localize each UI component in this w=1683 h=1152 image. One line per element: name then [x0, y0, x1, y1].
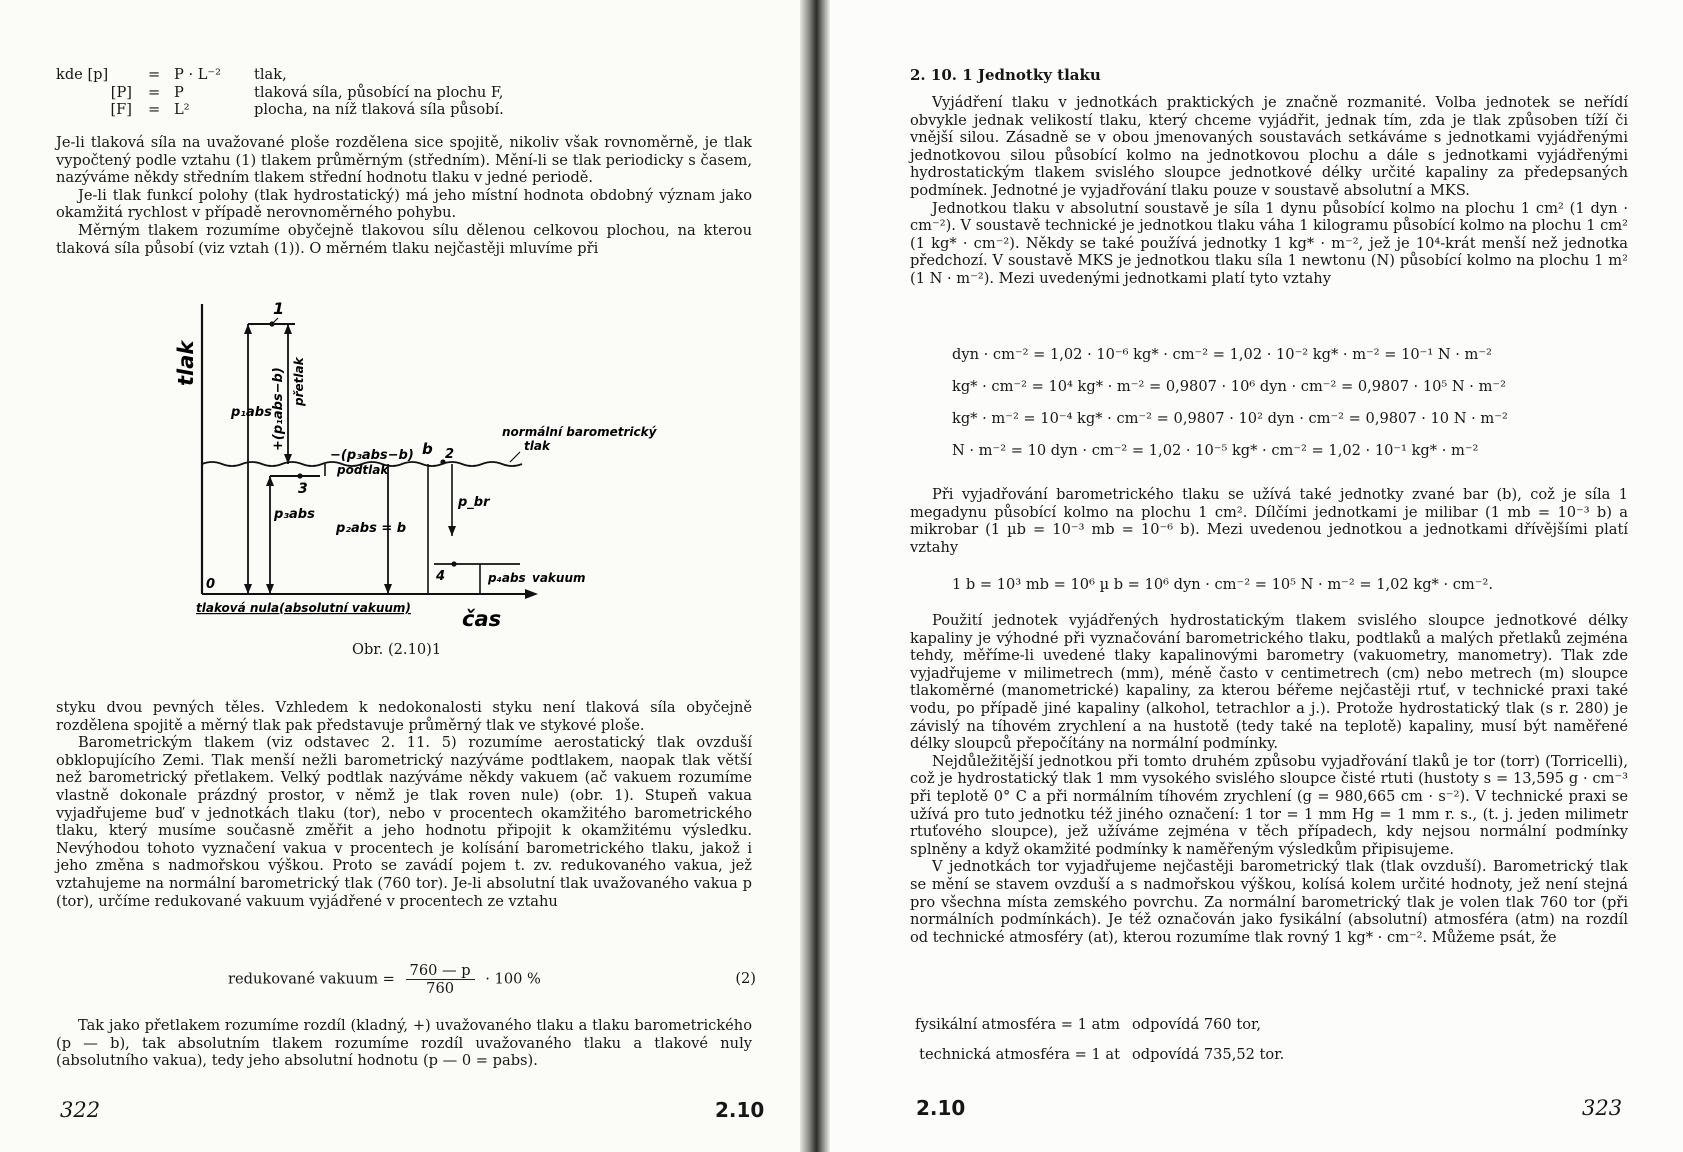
- section-heading: 2. 10. 1 Jednotky tlaku: [910, 66, 1101, 84]
- definition-list: [56, 66, 756, 119]
- atm-row: [890, 1016, 1332, 1033]
- formula-lhs: redukované vakuum =: [228, 970, 395, 988]
- text-block-bar: [910, 486, 1628, 556]
- vacuum-label: vakuum: [532, 571, 586, 585]
- atm-right: odpovídá 735,52 tor.: [1132, 1046, 1285, 1063]
- text-block-last: [56, 1017, 752, 1070]
- conversion-row: kg* · cm⁻² = 10⁴ kg* · m⁻² = 0,9807 · 10⁶ dyn · cm⁻² = 0,9807 · 10⁵ N · m⁻²: [952, 378, 1506, 395]
- label-3: 3: [298, 481, 308, 497]
- left-page: [0, 0, 800, 1152]
- definition-row: [56, 101, 756, 119]
- formula-rhs: · 100 %: [485, 970, 541, 988]
- label-4: 4: [436, 569, 446, 584]
- leader-line: [273, 318, 278, 323]
- paragraph: styku dvou pevných těles. Vzhledem k nedokonalosti styku není tlaková síla obyčejně rozdělena spojitě a měrný tlak pak představuje průměrný tlak ve stykové ploše.: [56, 699, 752, 734]
- definition-rhs: L²: [174, 101, 190, 119]
- x-axis-arrow: [525, 589, 538, 599]
- atm-row: [890, 1046, 1332, 1063]
- p2abs-label: p₂abs = b: [336, 521, 407, 536]
- normal-baro-label: normální barometrický: [502, 425, 657, 439]
- text-block-top: [56, 134, 752, 257]
- arrow: [244, 324, 252, 334]
- pbr-label: p_br: [458, 495, 490, 510]
- formula-denominator: 760: [426, 980, 455, 997]
- arrow: [284, 324, 292, 334]
- formula-numerator: 760 — p: [406, 962, 475, 980]
- arrow: [244, 584, 252, 594]
- paragraph: V jednotkách tor vyjadřujeme nejčastěji barometrický tlak (tlak ovzduší). Barometrický tlak se mění se stavem ovzduší a s nadmořskou výškou, kolísá kolem určité hodnoty, jež není stejná pro všechna místa zemského povrchu. Za normální barometrický tlak je volen tlak 760 tor (při normálních podmínkách). Je též označován jako fysikální (absolutní) atmosféra (atm) na rozdíl od technické atmosféry (at), kterou rozumíme tlak rovný 1 kg* · cm⁻². Můžeme psát, že: [910, 858, 1628, 946]
- definition-desc: tlaková síla, působící na plochu F,: [254, 83, 504, 101]
- section-number: 2.10: [715, 1098, 765, 1122]
- paragraph: Vyjádření tlaku v jednotkách praktických je značně rozmanité. Volba jednotek se neřídí obvykle jednak velikostí tlaku, který chceme vyjádřit, jednak tím, zda je tlak způsoben tíží či vnější silou. Zásadně se v obou jmenovaných soustavách setkáváme s jednotkami vyjádřenými jednotkovou silou působící kolmo na jednotkovou plochu a dále s jednotkami vyjádřenými hydrostatickým tlakem svislého sloupce jednotkové délky určité kapaliny za předepsaných podmínek. Jednotné je vyjadřování tlaku pouze v soustavě absolutní a MKS.: [910, 94, 1628, 199]
- section-number: 2.10: [916, 1096, 966, 1120]
- bar-formula: 1 b = 10³ mb = 10⁶ µ b = 10⁶ dyn · cm⁻² = 10⁵ N · m⁻² = 1,02 kg* · cm⁻².: [952, 576, 1493, 593]
- reduced-vacuum-formula: [228, 962, 756, 997]
- leader-line: [510, 452, 520, 462]
- definition-rhs: P: [174, 83, 184, 101]
- label-2: 2: [445, 447, 455, 462]
- definition-row: [56, 84, 756, 102]
- figure-caption: Obr. (2.10)1: [352, 641, 442, 658]
- definition-rhs: P · L⁻²: [174, 66, 221, 83]
- arrow: [266, 584, 274, 594]
- arrow: [448, 526, 456, 536]
- label-0: 0: [206, 577, 216, 592]
- label-b: b: [422, 440, 433, 458]
- label-1: 1: [273, 299, 285, 318]
- p1abs-label: p₁abs: [231, 405, 272, 420]
- paragraph: Jednotkou tlaku v absolutní soustavě je síla 1 dynu působící kolmo na plochu 1 cm² (1 dyn · cm⁻²). V soustavě technické je jednotkou tlaku váha 1 kilogramu působící kolmo na plochu 1 cm² (1 kg* · cm⁻²). Někdy se také používá jednotky 1 kg* · m⁻², jež je 10⁴-krát menší než jednotka předchozí. V soustavě MKS je jednotkou tlaku síla 1 newtonu (N) působící kolmo na plochu 1 m² (1 N · m⁻²). Mezi uvedenými jednotkami platí tyto vztahy: [910, 199, 1628, 287]
- definition-desc: plocha, na níž tlaková síla působí.: [254, 101, 504, 119]
- overpressure-word: přetlak: [292, 357, 306, 406]
- paragraph: Tak jako přetlakem rozumíme rozdíl (kladný, +) uvažovaného tlaku a tlaku barometrického (p — b), tak absolutním tlakem rozumíme rozdíl uvažovaného tlaku a tlakové nuly (absolutního vakua), tedy jeho absolutní hodnotu (p — 0 = pabs).: [56, 1017, 752, 1070]
- point-3: [297, 473, 302, 478]
- page-number: 323: [1582, 1096, 1623, 1120]
- definition-eq: =: [148, 83, 161, 101]
- underpressure-expr: −(p₃abs−b): [330, 448, 414, 463]
- overpressure-expr: +(p₁abs−b): [271, 367, 286, 451]
- paragraph: Barometrickým tlakem (viz odstavec 2. 11. 5) rozumíme aerostatický tlak ovzduší obklopujícího Zemi. Tlak menší nežli barometrický nazýváme podtlakem, naopak tlak větší než barometrický přetlakem. Velký podtlak nazýváme někdy vakuem (ač vakuem rozumíme vlastně dokonale prázdný prostor, v němž je tlak roven nule) (obr. 1). Stupeň vakua vyjadřujeme buď v jednotkách tlaku (tor), nebo v procentech okamžitého barometrického tlaku, který musíme současně změřit a jeho hodnotu připojit k okamžitému výsledku. Nevýhodou tohoto vyznačení vakua v procentech je kolísání barometrického tlaku, jakož i jeho změna s nadmořskou výškou. Proto se zavádí pojem t. zv. redukovaného vakua, jež vztahujeme na normální barometrický tlak (760 tor). Je-li absolutní tlak uvažovaného vakua p (tor), určíme redukované vakuum vyjádřené v procentech ze vztahu: [56, 734, 752, 910]
- formula-number: (2): [735, 970, 756, 987]
- x-axis-label: čas: [462, 607, 502, 631]
- p3abs-label: p₃abs: [274, 507, 315, 522]
- definition-eq: =: [148, 66, 161, 83]
- p4abs-label: p₄abs: [488, 571, 526, 585]
- atm-left: technická atmosféra = 1 at: [919, 1046, 1120, 1063]
- text-block-b: [910, 612, 1628, 946]
- definition-desc: tlak,: [254, 66, 287, 83]
- pressure-diagram: [160, 296, 657, 636]
- definition-eq: =: [148, 101, 161, 119]
- page-number: 322: [60, 1098, 101, 1122]
- right-page: [830, 0, 1683, 1152]
- text-block-a: [910, 94, 1628, 288]
- paragraph: Je-li tlaková síla na uvažované ploše rozdělena sice spojitě, nikoliv však rovnoměrně, je tlak vypočtený podle vztahu (1) tlakem průměrným (středním). Mění-li se tlak periodicky s časem, nazýváme někdy středním tlakem střední hodnotu tlaku v jedné periodě.: [56, 134, 752, 187]
- definition-lhs: [P]: [110, 83, 132, 101]
- book-gutter: [800, 0, 830, 1152]
- underpressure-word: podtlak: [337, 463, 389, 477]
- zero-line-label: tlaková nula(absolutní vakuum): [196, 601, 411, 615]
- paragraph: Nejdůležitější jednotkou při tomto druhém způsobu vyjadřování tlaků je tor (torr) (Torricelli), což je hydrostatický tlak 1 mm vysokého svislého sloupce čisté rtuti (hustoty s = 13,595 g · cm⁻³ při teplotě 0° C a při normálním tíhovém zrychlení (g = 980,665 cm · s⁻²). V technické praxi se užívá pro tuto jednotku též jiného označení: 1 tor = 1 mm Hg = 1 mm r. s., (t. j. jeden milimetr rtuťového sloupce), jež užíváme zejména v těch případech, kdy nejsou normální podmínky splněny a když okamžité podmínky k naměřeným výsledkům připisujeme.: [910, 752, 1628, 858]
- paragraph: Měrným tlakem rozumíme obyčejně tlakovou sílu dělenou celkovou plochou, na kterou tlaková síla působí (viz vztah (1)). O měrném tlaku nejčastěji mluvíme při: [56, 221, 752, 257]
- formula-fraction: [406, 962, 475, 997]
- atm-left: fysikální atmosféra = 1 atm: [915, 1016, 1120, 1033]
- conversion-row: dyn · cm⁻² = 1,02 · 10⁻⁶ kg* · cm⁻² = 1,02 · 10⁻² kg* · m⁻² = 10⁻¹ N · m⁻²: [952, 346, 1492, 363]
- arrow: [384, 584, 392, 594]
- arrow: [266, 476, 274, 486]
- y-axis-label: tlak: [174, 340, 198, 386]
- definition-lhs: [F]: [110, 101, 132, 119]
- paragraph: Při vyjadřování barometrického tlaku se užívá také jednotky zvané bar (b), což je síla 1 megadynu působící kolmo na plochu 1 cm². Dílčími jednotkami je milibar (1 mb = 10⁻³ b) a mikrobar (1 µb = 10⁻³ mb = 10⁻⁶ b). Mezi uvedenou jednotkou a jednotkami dřívějšími platí vztahy: [910, 486, 1628, 556]
- conversion-row: N · m⁻² = 10 dyn · cm⁻² = 1,02 · 10⁻⁵ kg* · cm⁻² = 1,02 · 10⁻¹ kg* · m⁻²: [952, 442, 1479, 459]
- text-block-bottom: [56, 699, 752, 910]
- point-4: [451, 561, 456, 566]
- paragraph: Použití jednotek vyjádřených hydrostatickým tlakem svislého sloupce jednotkové délky kapaliny je výhodné při vyznačování barometrického tlaku, podtlaků a malých přetlaků zejména tehdy, měříme-li uvedené tlaky kapalinovými barometry (vakuometry, manometry). Tlak zde vyjadřujeme v milimetrech (mm), méně často v centimetrech (cm) nebo metrech (m) sloupce tlakoměrné (manometrické) kapaliny, za kterou béřeme nejčastěji rtuť, v technické praxi také vodu, po případě jiné kapaliny (alkohol, tetrachlor a j.). Protože hydrostatický tlak (s r. 280) je závislý na tíhovém zrychlení a na hustotě (tedy také na teplotě) kapaliny, musí být naměřené délky sloupců přepočítány na normální podmínky.: [910, 612, 1628, 753]
- paragraph: Je-li tlak funkcí polohy (tlak hydrostatický) má jeho místní hodnota obdobný význam jako okamžitá rychlost v případě nerovnoměrného pohybu.: [56, 186, 752, 222]
- definition-row: [56, 66, 756, 84]
- atm-right: odpovídá 760 tor,: [1132, 1016, 1262, 1033]
- normal-baro-label-2: tlak: [524, 439, 550, 453]
- definition-lhs: kde [p]: [56, 66, 109, 83]
- conversion-row: kg* · m⁻² = 10⁻⁴ kg* · cm⁻² = 0,9807 · 10² dyn · cm⁻² = 0,9807 · 10 N · m⁻²: [952, 410, 1508, 427]
